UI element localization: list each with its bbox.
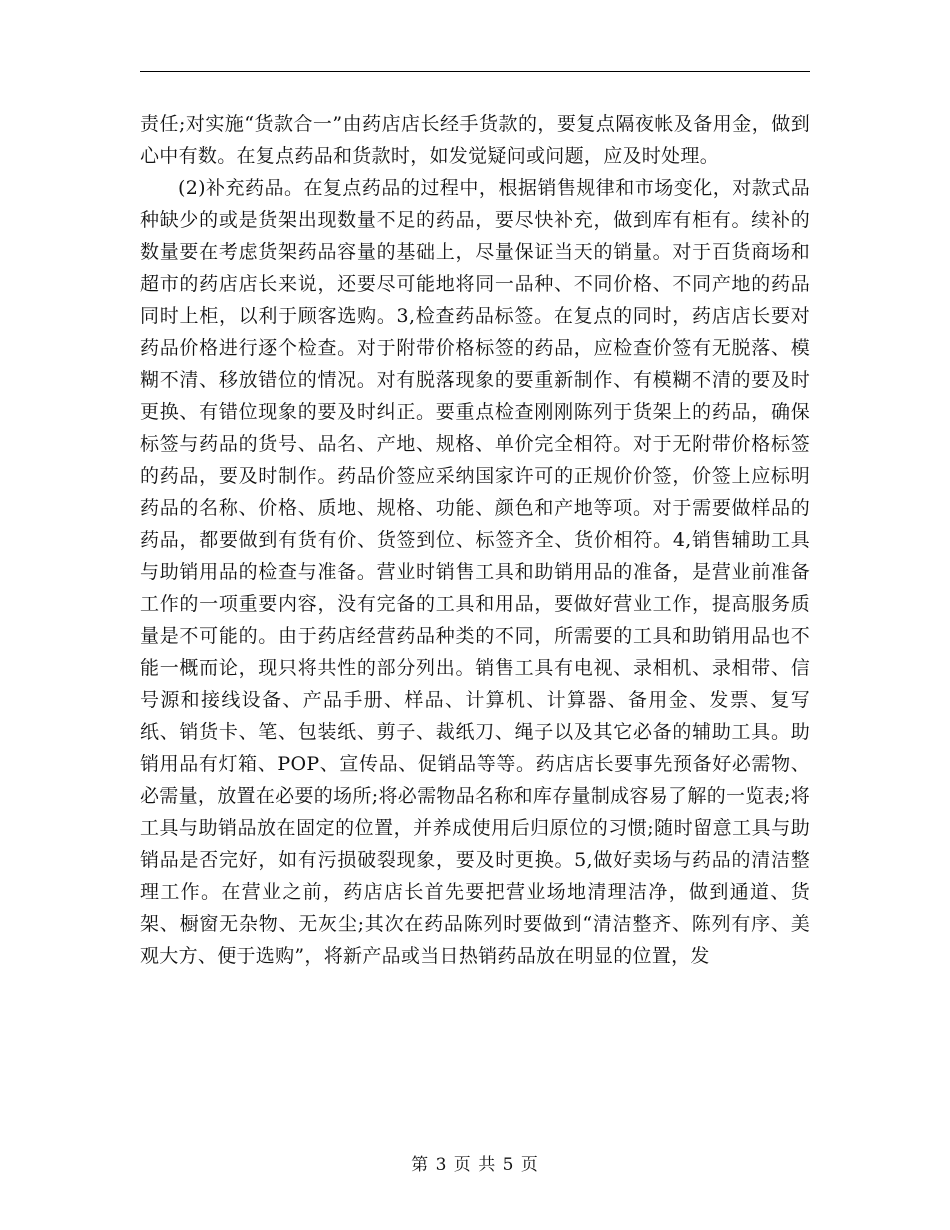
page-number-footer: 第 3 页 共 5 页 [411, 1155, 539, 1175]
paragraph-continuation: 责任;对实施“货款合一”由药店店长经手货款的，要复点隔夜帐及备用金，做到心中有数。在复点药品和货款时，如发觉疑问或问题，应及时处理。 [140, 113, 810, 167]
header-rule [140, 71, 810, 72]
document-body [140, 108, 810, 972]
paragraph-replenish-medicines: (2)补充药品。在复点药品的过程中，根据销售规律和市场变化，对款式品种缺少的或是货架出现数量不足的药品，要尽快补充，做到库有柜有。续补的数量要在考虑货架药品容量的基础上，尽量保证当天的销量。对于百货商场和超市的药店店长来说，还要尽可能地将同一品种、不同价格、不同产地的药品同时上柜，以利于顾客选购。3,检查药品标签。在复点的同时，药店店长要对药品价格进行逐个检查。对于附带价格标签的药品，应检查价签有无脱落、模糊不清、移放错位的情况。对有脱落现象的要重新制作、有模糊不清的要及时更换、有错位现象的要及时纠正。要重点检查刚刚陈列于货架上的药品，确保标签与药品的货号、品名、产地、规格、单价完全相符。对于无附带价格标签的药品，要及时制作。药品价签应采纳国家许可的正规价价签，价签上应标明药品的名称、价格、质地、规格、功能、颜色和产地等项。对于需要做样品的药品，都要做到有货有价、货签到位、标签齐全、货价相符。4,销售辅助工具与助销用品的检查与准备。营业时销售工具和助销用品的准备，是营业前准备工作的一项重要内容，没有完备的工具和用品，要做好营业工作，提高服务质量是不可能的。由于药店经营药品种类的不同，所需要的工具和助销用品也不能一概而论，现只将共性的部分列出。销售工具有电视、录相机、录相带、信号源和接线设备、产品手册、样品、计算机、计算器、备用金、发票、复写纸、销货卡、笔、包装纸、剪子、裁纸刀、绳子以及其它必备的辅助工具。助销用品有灯箱、POP、宣传品、促销品等等。药店店长要事先预备好必需物、必需量，放置在必要的场所;将必需物品名称和库存量制成容易了解的一览表;将工具与助销品放在固定的位置，并养成使用后归原位的习惯;随时留意工具与助销品是否完好，如有污损破裂现象，要及时更换。5,做好卖场与药品的清洁整理工作。在营业之前，药店店长首先要把营业场地清理洁净，做到通道、货架、橱窗无杂物、无灰尘;其次在药品陈列时要做到“清洁整齐、陈列有序、美观大方、便于选购”，将新产品或当日热销药品放在明显的位置，发 [140, 177, 810, 967]
